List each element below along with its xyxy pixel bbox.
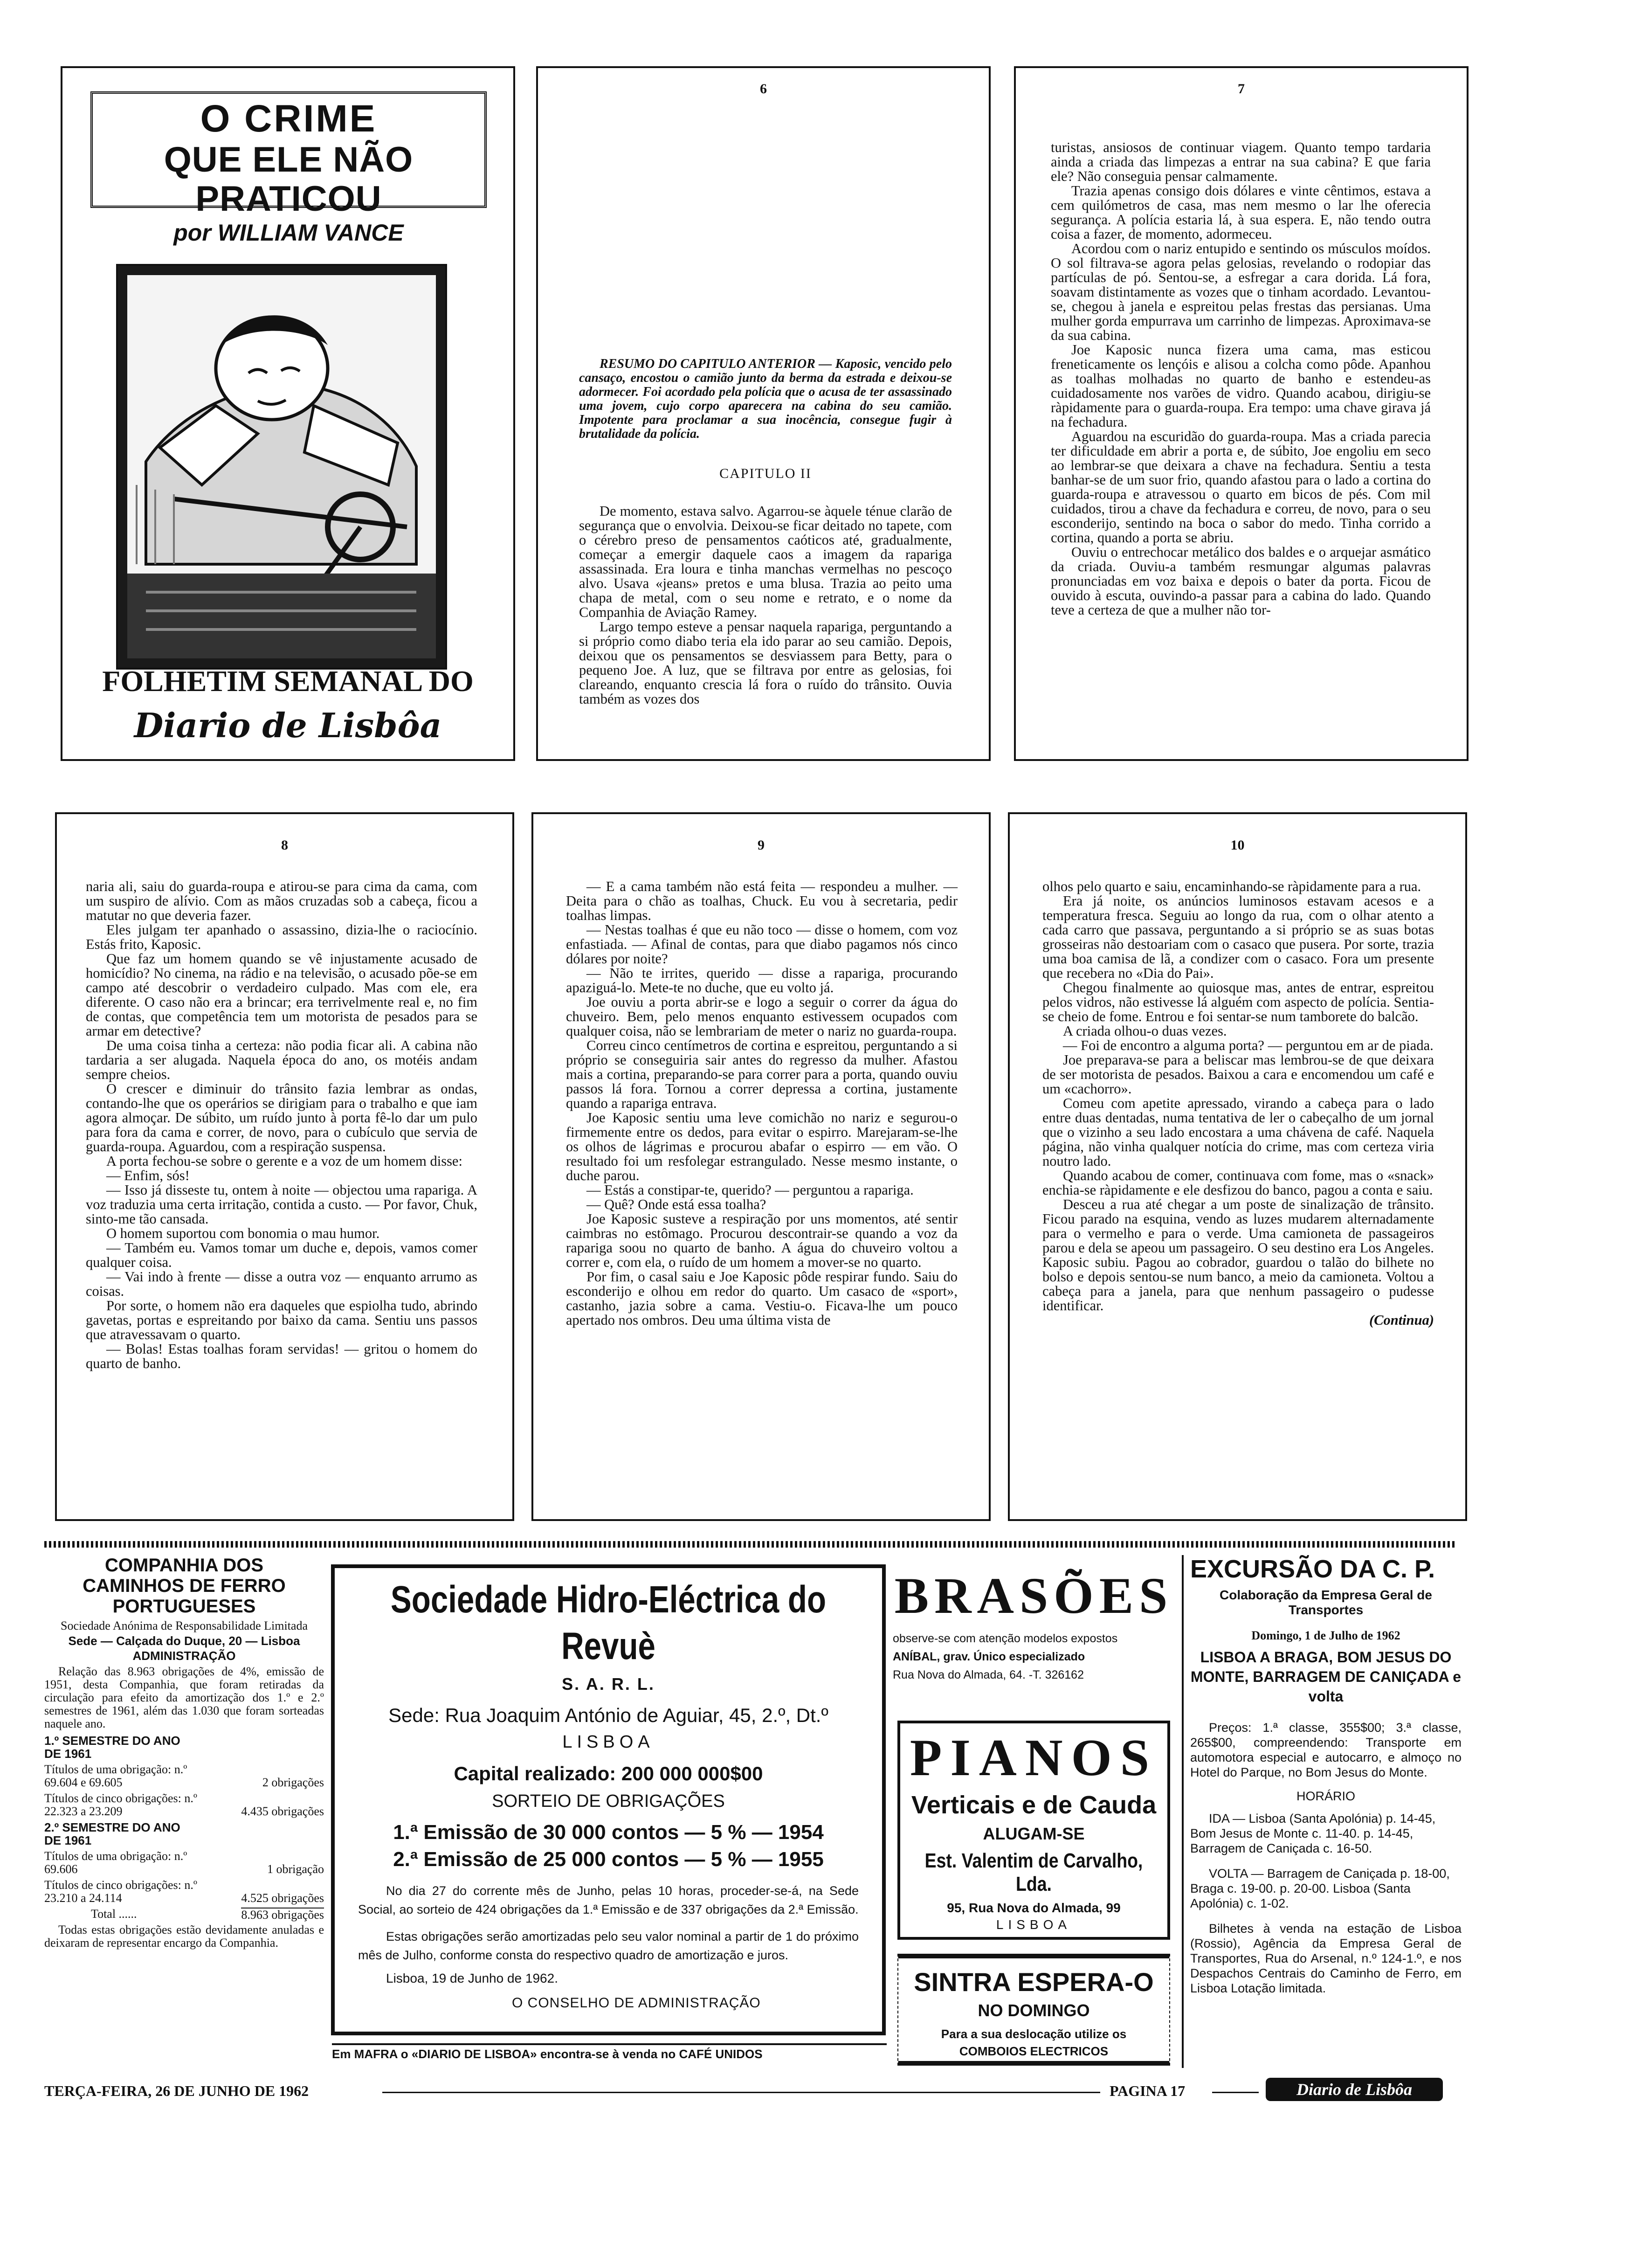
page-10-text [1042, 879, 1434, 1328]
ad-pianos [897, 1721, 1170, 1940]
paragraph: Trazia apenas consigo dois dólares e vinte cêntimos, estava a cem quilómetros de casa, mas nem mesmo o lar lhe oferecia segurança. A polícia estaria lá, à sua espera. E, não tendo outra coisa a fazer, de momento, adormeceu. [1051, 183, 1431, 242]
paragraph: De momento, estava salvo. Agarrou-se àquele ténue clarão de segurança que o envolvia. Deixou-se ficar deitado no tapete, com o cérebro preso de pensamentos caóticos até, gradualmente, começar a emergir daquele caos a imagem da rapariga assassinada. Era loura e tinha manchas vermelhas no pescoço alvo. Usava «jeans» pretos e uma blusa. Trazia ao peito uma chapa de metal, com o seu nome e retrato, e o nome da Companhia de Aviação Ramey. [579, 503, 952, 620]
brasoes-title: BRASÕES [894, 1568, 1173, 1624]
paragraph: Eles julgam ter apanhado o assassino, dizia-lhe o raciocínio. Estás frito, Kaposic. [86, 922, 477, 952]
paragraph: turistas, ansiosos de continuar viagem. Quanto tempo tardaria ainda a criada das limpezas a entrar na sua cabina? E que faria ele? Não conseguia pensar calmamente. [1051, 139, 1431, 184]
ad-companhia-caminhos-ferro [44, 1555, 324, 2063]
paragraph: Desceu a rua até chegar a um poste de sinalização de trânsito. Ficou parado na esquina, vendo as luzes mudarem alternadamente para o vermelho e para o verde. Uma camioneta de passageiros parou e dela se apeou um passageiro. O seu destino era Los Angeles. Kaposic subiu. Pagou ao cobrador, guardou o talão do bilhete no bolso e depois sentou-se num banco, a meio da camioneta. Voltou a cabeça para a janela, para que nenhum passageiro o pudesse identificar. [1042, 1196, 1434, 1314]
paragraph: — E a cama também não está feita — respondeu a mulher. — Deita para o chão as toalhas, Chuck. Eu vou à secretaria, pedir toalhas limpas. [566, 878, 958, 923]
pianos-city: LISBOA [996, 1917, 1072, 1932]
paragraph: Era já noite, os anúncios luminosos estavam acesos e a temperatura fresca. Seguiu ao longo da rua, com o olhar atento a cada carro que passava, perguntando a si próprio se as suas botas grosseiras não destoariam com o casaco que pusera. Por sorte, trazia uma boa camisa de lã, a condizer com o casaco. Fora um presente que recebera no «Dia do Pai». [1042, 893, 1434, 981]
cover-author: por WILLIAM VANCE [173, 220, 404, 246]
page-number: 7 [1238, 81, 1245, 97]
row-value: 2 obrigações [262, 1776, 324, 1789]
cover-illustration [116, 264, 447, 670]
paragraph: Acordou com o nariz entupido e sentindo os músculos moídos. O sol filtrava-se agora pelas gelosias, revelando o rodopiar das partículas de pó. Sentou-se, a esfregar a cara dorida. Lá fora, soavam distintamente as vozes que o tinham acordado. Levantou-se, chegou à janela e espreitou pelas frestas das persianas. Uma mulher gorda empurrava um carrinho de limpezas. Aproximava-se da sua cabina. [1051, 241, 1431, 343]
companhia-title: COMPANHIA DOS CAMINHOS DE FERRO PORTUGUESES [83, 1555, 286, 1617]
paragraph: Quando acabou de comer, continuava com fome, mas o «snack» enchia-se ràpidamente e ele desfizou do banco, pagou a conta e saiu. [1042, 1168, 1434, 1198]
hidro-paragraph-1: No dia 27 do corrente mês de Junho, pelas 10 horas, proceder-se-á, na Sede Social, ao sorteio de 424 obrigações da 1.ª Emissão e de 337 obrigações da 2.ª Emissão. [358, 1884, 859, 1916]
brasoes-line1: observe-se com atenção modelos expostos [893, 1632, 1118, 1645]
cover-title-line1: O CRIME [200, 97, 377, 140]
footer-page: PAGINA 17 [1110, 2082, 1186, 2099]
continua-label: (Continua) [1369, 1312, 1434, 1328]
companhia-body: Relação das 8.963 obrigações de 4%, emissão de 1951, desta Companhia, que foram retiradas da circulação para efeito da amortização dos 1.º e 2.º semestres de 1961, além das 1.030 que foram sorteadas naquele ano. [44, 1665, 324, 1730]
paragraph: A criada olhou-o duas vezes. [1063, 1023, 1227, 1039]
row-label: Títulos de uma obrigação: n.º 69.604 e 69.605 [44, 1763, 187, 1789]
cover-title-line2: QUE ELE NÃO PRATICOU [164, 140, 414, 219]
hidro-title: Sociedade Hidro-Eléctrica do Revuè [390, 1578, 827, 1667]
cover-subtitle: FOLHETIM SEMANAL DO [102, 664, 474, 698]
excursao-bilhetes: Bilhetes à venda na estação de Lisboa (Rossio), Agência da Empresa Geral de Transportes, Rua do Arsenal, n.º 124-1.º, e nos Despachos Centrais do Caminho de Ferro, em Lisboa Lotação limitada. [1190, 1922, 1462, 1995]
hidro-sarl: S. A. R. L. [562, 1674, 655, 1694]
companhia-row [44, 1879, 324, 1905]
paragraph: — Foi de encontro a alguma porta? — perguntou em ar de piada. [1063, 1037, 1434, 1053]
cover-masthead: Diario de Lisbôa [134, 705, 442, 745]
paragraph: Por sorte, o homem não era daqueles que espiolha tudo, abrindo gavetas, portas e espreitando por baixo da cama. Sentiu uns passos que atravessavam o quarto. [86, 1298, 477, 1342]
paragraph: — Isso já disseste tu, ontem à noite — objectou uma rapariga. A voz traduzia uma certa irritação, contida a custo. — Por favor, Chuk, sinto-me tão cansada. [86, 1182, 477, 1227]
total-label: Total ...... [91, 1907, 137, 1921]
pianos-title: PIANOS [910, 1729, 1158, 1787]
row-value: 4.435 obrigações [241, 1805, 324, 1818]
hidro-city: LISBOA [562, 1732, 655, 1752]
hidro-date: Lisboa, 19 de Junho de 1962. [386, 1971, 558, 1985]
companhia-footer: Todas estas obrigações estão devidamente anuladas e deixaram de representar encargo da Companhia. [44, 1923, 324, 1950]
page-number: 6 [760, 81, 767, 97]
paragraph: Joe Kaposic sentiu uma leve comichão no nariz e segurou-o firmemente entre os dedos, para evitar o espirro. Marejaram-se-lhe os olhos de lágrimas e procurou abafar o espirro — em vão. O resultado foi um resfolegar estrangulado. Nesse mesmo instante, o duche parou. [566, 1110, 958, 1183]
companhia-s1-head: 1.º SEMESTRE DO ANO DE 1961 [44, 1734, 180, 1761]
companhia-subtitle: Sociedade Anónima de Responsabilidade Limitada [61, 1619, 308, 1632]
paragraph: olhos pelo quarto e saiu, encaminhando-se ràpidamente para a rua. [1042, 878, 1421, 894]
companhia-row [44, 1763, 324, 1789]
page-9-text [566, 879, 958, 1328]
paragraph: — Não te irrites, querido — disse a rapariga, procurando apaziguá-lo. Mete-te no duche, que eu volto já. [566, 965, 958, 996]
companhia-total [44, 1908, 324, 1922]
row-label: Títulos de uma obrigação: n.º 69.606 [44, 1849, 187, 1876]
page-number: 10 [1230, 837, 1245, 853]
footer-masthead: Diario de Lisbôa [1266, 2078, 1443, 2101]
excursao-collab: Colaboração da Empresa Geral de Transportes [1220, 1588, 1432, 1617]
paragraph: Ouviu o entrechocar metálico dos baldes e o arquejar asmático da criada. Ouviu-a também resmungar algumas palavras pronunciadas em voz baixa e depois o bater da porta. Ficou de ouvido à escuta, ouvindo-a passar para a cabina do lado. Quando teve a certeza de que a mulher não tor- [1051, 544, 1431, 618]
companhia-row [44, 1792, 324, 1818]
ad-hidro-electrica [331, 1564, 886, 2035]
paragraph: O homem suportou com bonomia o mau humor. [106, 1225, 380, 1241]
paragraph: Aguardou na escuridão do guarda-roupa. Mas a criada parecia ter dificuldade em abrir a porta e, de súbito, Joe engoliu em seco ao lembrar-se que deixara a chave na fechadura. Sentiu a testa banhar-se de um suor frio, quando afastou para o lado a cortina do guarda-roupa e atravessou o quarto em bicos de pés. Com mil cuidados, tirou a chave da fechadura e correu, de novo, para o seu esconderijo, sentindo na boca o sabor do medo. Tinha corrido a cortina, quando a porta se abriu. [1051, 429, 1431, 546]
excursao-title: EXCURSÃO DA C. P. [1190, 1555, 1435, 1583]
paragraph: Joe ouviu a porta abrir-se e logo a seguir o correr da água do chuveiro. Bem, pelo menos enquanto estivessem ocupados com qualquer coisa, não se lembrariam de meter o nariz no guarda-roupa. [566, 994, 958, 1039]
story-page-8 [55, 812, 514, 1521]
footer-rule [382, 2092, 1100, 2093]
excursao-route: LISBOA A BRAGA, BOM JESUS DO MONTE, BARRAGEM DE CANIÇADA e volta [1190, 1649, 1462, 1705]
paragraph: A porta fechou-se sobre o gerente e a voz de um homem disse: [106, 1153, 462, 1169]
paragraph: — Nestas toalhas é que eu não toco — disse o homem, com voz enfastiada. — Afinal de contas, para que diabo pagamos nós cinco dólares por noite? [566, 922, 958, 967]
page-number: 8 [281, 837, 288, 853]
excursao-precos: Preços: 1.ª classe, 355$00; 3.ª classe, 265$00, compreendendo: Transporte em automotora especial e autocarro, e almoço no Hotel do Parque, no Bom Jesus do Monte. [1190, 1721, 1462, 1779]
row-value: 1 obrigação [267, 1862, 324, 1876]
story-page-9 [531, 812, 991, 1521]
paragraph: — Também eu. Vamos tomar um duche e, depois, vamos comer qualquer coisa. [86, 1240, 477, 1270]
page-number: 9 [758, 837, 765, 853]
sintra-line1: Para a sua deslocação utilize os [941, 2027, 1127, 2041]
row-label: Títulos de cinco obrigações: n.º 23.210 a 24.114 [44, 1878, 197, 1905]
story-page-10 [1008, 812, 1467, 1521]
paragraph: Por fim, o casal saiu e Joe Kaposic pôde respirar fundo. Saiu do esconderijo e olhou em redor do quarto. Um casaco de «sport», castanho, jazia sobre a cama. Vestiu-o. Ficava-lhe um pouco apertado nos ombros. Deu uma última vista de [566, 1269, 958, 1328]
companhia-sede: Sede — Calçada do Duque, 20 — Lisboa [68, 1634, 300, 1648]
story-page-6 [536, 66, 991, 761]
ads-top-rule [44, 1541, 1457, 1548]
paragraph: — Bolas! Estas toalhas foram servidas! — gritou o homem do quarto de banho. [86, 1341, 477, 1371]
cover-title-box [90, 91, 487, 246]
footer-rule-short [1212, 2092, 1259, 2093]
paragraph: Joe preparava-se para a beliscar mas lembrou-se de que deixara de ser motorista de pesados. Baixou a cara e encomendou um café e um «cachorro». [1042, 1052, 1434, 1097]
row-label: Títulos de cinco obrigações: n.º 22.323 a 23.209 [44, 1791, 197, 1818]
folhetim-cover-panel [61, 66, 515, 761]
page-8-text [86, 879, 477, 1371]
excursao-date: Domingo, 1 de Julho de 1962 [1251, 1629, 1400, 1642]
companhia-row [44, 1850, 324, 1876]
hidro-sorteio: SORTEIO DE OBRIGAÇÕES [492, 1791, 725, 1811]
hidro-sede: Sede: Rua Joaquim António de Aguiar, 45, 2.º, Dt.º [388, 1704, 828, 1726]
excursao-ida: IDA — Lisboa (Santa Apolónia) p. 14-45, Bom Jesus de Monte c. 11-40. p. 14-45, Barragem de Caniçada c. 16-50. [1190, 1812, 1436, 1855]
page-7-text [1051, 140, 1431, 617]
row-value: 4.525 obrigações [241, 1891, 324, 1905]
mafra-notice: Em MAFRA o «DIARIO DE LISBOA» encontra-se à venda no CAFÉ UNIDOS [332, 2043, 887, 2061]
pianos-alugam: ALUGAM-SE [983, 1824, 1085, 1843]
hidro-sign: O CONSELHO DE ADMINISTRAÇÃO [512, 1995, 761, 2011]
total-value: 8.963 obrigações [241, 1908, 324, 1922]
chapter-summary: RESUMO DO CAPITULO ANTERIOR — Kaposic, vencido pelo cansaço, encostou o camião junto da berma da estrada e deixou-se adormecer. Foi acordado pela polícia que o acusa de ter assassinado uma jovem, cujo corpo aparecera na cabina do seu camião. Impotente para proclamar a sua inocência, consegue fugir à brutalidade da polícia. [579, 357, 952, 441]
illustration-sleeping-man-car-icon [118, 266, 445, 668]
paragraph: — Enfim, sós! [106, 1168, 190, 1183]
ad-brasoes [893, 1568, 1175, 1717]
paragraph: naria ali, saiu do guarda-roupa e atirou-se para cima da cama, com um suspiro de alívio. Com as mãos cruzadas sob a cabeça, ficou a matutar no que deveria fazer. [86, 878, 477, 923]
paragraph: Joe Kaposic nunca fizera uma cama, mas esticou freneticamente os lençóis e alisou a colcha como pôde. Apanhou as toalhas molhadas no quarto de banho e estendeu-as cuidadosamente nos varões de vidro. Quando acabou, dirigiu-se ràpidamente para o guarda-roupa. Era tempo: uma chave girava já na fechadura. [1051, 342, 1431, 430]
hidro-paragraph-2: Estas obrigações serão amortizadas pelo seu valor nominal a partir de 1 do próximo mês de Julho, conforme consta do respectivo quadro de amortização e juros. [358, 1929, 859, 1962]
paragraph: Chegou finalmente ao quiosque mas, antes de entrar, espreitou pelos vidros, não estivesse lá alguém com aspecto de polícia. Sentia-se cheio de fome. Entrou e foi sentar-se num tamborete do balcão. [1042, 980, 1434, 1024]
page-6-text [579, 357, 952, 706]
paragraph: O crescer e diminuir do trânsito fazia lembrar as ondas, contando-lhe que os operários se dirigiam para o trabalho e que iam agora almoçar. De súbito, um ruído junto à porta fê-lo dar um pulo para fora da cama e correr, de novo, para o cubículo que servia de guarda-roupa. Aguardou, com a respiração suspensa. [86, 1081, 477, 1155]
sintra-line2: COMBOIOS ELECTRICOS [959, 2044, 1109, 2058]
brasoes-line3: Rua Nova do Almada, 64. -T. 326162 [893, 1668, 1084, 1681]
brasoes-line2: ANÍBAL, grav. Único especializado [893, 1650, 1085, 1663]
pianos-addr: 95, Rua Nova do Almada, 99 [947, 1901, 1121, 1915]
paragraph: — Estás a constipar-te, querido? — perguntou a rapariga. [586, 1182, 914, 1198]
hidro-emissao-2: 2.ª Emissão de 25 000 contos — 5 % — 1955 [393, 1848, 824, 1871]
pianos-sub: Verticais e de Cauda [911, 1791, 1157, 1819]
paragraph: Que faz um homem quando se vê injustamente acusado de homicídio? No cinema, na rádio e na televisão, o acusado põe-se em campo até descobrir o verdadeiro culpado. Mas com ele, era diferente. O caso não era a brincar; era terrivelmente real e, no fim de contas, que competência tem um motorista de pesados para se armar em detective? [86, 951, 477, 1039]
paragraph: De uma coisa tinha a certeza: não podia ficar ali. A cabina não tardaria a ser alugada. Naquela época do ano, os motéis andam sempre cheios. [86, 1037, 477, 1082]
hidro-emissao-1: 1.ª Emissão de 30 000 contos — 5 % — 1954 [393, 1821, 824, 1844]
story-page-7 [1014, 66, 1469, 761]
excursao-volta: VOLTA — Barragem de Caniçada p. 18-00, Braga c. 19-00. p. 20-00. Lisboa (Santa Apolónia) c. 1-02. [1190, 1867, 1450, 1910]
paragraph: — Quê? Onde está essa toalha? [586, 1196, 766, 1212]
ad-sintra [897, 1954, 1170, 2066]
companhia-s2-head: 2.º SEMESTRE DO ANO DE 1961 [44, 1820, 180, 1847]
hidro-capital: Capital realizado: 200 000 000$00 [454, 1763, 763, 1784]
chapter-heading: CAPITULO II [719, 466, 812, 481]
sintra-title: SINTRA ESPERA-O [914, 1967, 1154, 1997]
companhia-admin: ADMINISTRAÇÃO [132, 1649, 236, 1663]
paragraph: Joe Kaposic susteve a respiração por uns momentos, até sentir caimbras no estômago. Procurou descontrair-se quando a voz da rapariga soou no quarto de banho. A água do chuveiro voltou a correr e, com ela, o ruído de um homem a mover-se no quarto. [566, 1211, 958, 1270]
ad-excursao [1182, 1555, 1462, 2068]
sintra-sub: NO DOMINGO [978, 2001, 1090, 2020]
paragraph: Largo tempo esteve a pensar naquela rapariga, perguntando a si próprio como diabo teria ela ido parar ao seu camião. Depois, deixou que os pensamentos se desviassem para Betty, para o pequeno Joe. A luz, que se filtrava por entre as gelosias, foi clareando, enquanto crescia lá fora o ruído do trânsito. Ouvia também as vozes dos [579, 619, 952, 707]
paragraph: — Vai indo à frente — disse a outra voz — enquanto arrumo as coisas. [86, 1269, 477, 1299]
paragraph: Correu cinco centímetros de cortina e espreitou, perguntando a si próprio se conseguiria sair antes do regresso da mulher. Afastou mais a cortina, preparando-se para correr para a porta, quando ouviu passos lá fora. Tornou a correr depressa a cortina, justamente quando a rapariga entrava. [566, 1037, 958, 1111]
footer-date: TERÇA-FEIRA, 26 DE JUNHO DE 1962 [44, 2082, 309, 2099]
excursao-horario: HORÁRIO [1296, 1789, 1355, 1803]
paragraph: Comeu com apetite apressado, virando a cabeça para o lado entre duas dentadas, numa tentativa de ler o cabeçalho de um jornal que o vizinho a seu lado encostara a uma chávena de café. Naquela página, não vinha qualquer notícia do crime, mas com certeza viria noutro lado. [1042, 1095, 1434, 1169]
pianos-firm: Est. Valentim de Carvalho, Lda. [924, 1849, 1143, 1895]
